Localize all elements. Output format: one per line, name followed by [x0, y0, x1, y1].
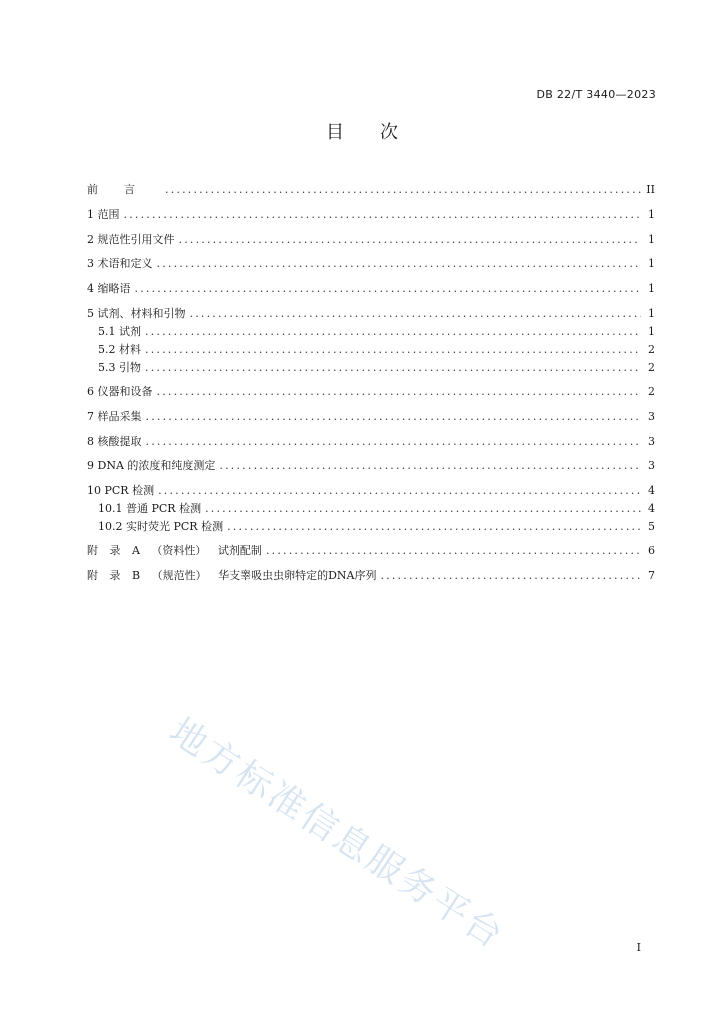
- toc-label: 7 样品采集: [87, 410, 142, 423]
- toc-label: 2 规范性引用文件: [87, 233, 175, 246]
- toc-page-number: 1: [648, 208, 655, 221]
- toc-label: 4 缩略语: [87, 282, 131, 295]
- toc-entry-conventional-pcr[interactable]: [98, 501, 655, 517]
- toc-leader-dots: [219, 458, 641, 474]
- page-title: 目次: [326, 122, 434, 143]
- standard-code: DB 22/T 3440—2023: [536, 88, 656, 101]
- toc-entry-nucleic-acid-extraction[interactable]: [87, 434, 655, 450]
- toc-leader-dots: [266, 543, 641, 559]
- toc-label: 1 范围: [87, 208, 120, 221]
- toc-entry-reagents-materials-primers[interactable]: [87, 306, 655, 322]
- toc-page-number: 6: [648, 544, 655, 557]
- toc-entry-real-time-pcr[interactable]: [98, 519, 655, 535]
- toc-entry-normative-references[interactable]: [87, 232, 655, 248]
- toc-entry-foreword[interactable]: [87, 182, 655, 198]
- toc-leader-dots: [165, 182, 641, 198]
- toc-leader-dots: [145, 342, 641, 358]
- toc-label: 8 核酸提取: [87, 435, 142, 448]
- toc-entry-abbreviations[interactable]: [87, 281, 655, 297]
- toc-leader-dots: [145, 360, 641, 376]
- toc-leader-dots: [157, 256, 642, 272]
- toc-label: 3 术语和定义: [87, 257, 153, 270]
- toc-label: 5.1 试剂: [98, 325, 141, 338]
- toc-entry-primers[interactable]: [98, 360, 655, 376]
- toc-page-number: 5: [648, 520, 655, 533]
- toc-label: 5.3 引物: [98, 361, 141, 374]
- toc-entry-appendix-b[interactable]: [87, 568, 655, 584]
- toc-page-number: 1: [648, 325, 655, 338]
- toc-page-number: II: [646, 183, 655, 196]
- watermark: 地方标准信息服务平台: [162, 710, 512, 958]
- toc-page-number: 1: [648, 257, 655, 270]
- toc-entry-instruments[interactable]: [87, 384, 655, 400]
- toc-label: 6 仪器和设备: [87, 385, 153, 398]
- toc-entry-scope[interactable]: [87, 207, 655, 223]
- toc-leader-dots: [380, 568, 641, 584]
- toc-leader-dots: [157, 384, 642, 400]
- toc-leader-dots: [145, 324, 641, 340]
- toc-leader-dots: [135, 281, 642, 297]
- toc-entry-materials[interactable]: [98, 342, 655, 358]
- toc-page-number: 1: [648, 233, 655, 246]
- toc-label: 5.2 材料: [98, 343, 141, 356]
- toc-label: 10.1 普通 PCR 检测: [98, 502, 202, 515]
- toc-entry-dna-concentration[interactable]: [87, 458, 655, 474]
- toc-page-number: 3: [648, 459, 655, 472]
- toc-entry-pcr-detection[interactable]: [87, 483, 655, 499]
- toc-entry-sample-collection[interactable]: [87, 409, 655, 425]
- toc-page-number: 1: [648, 282, 655, 295]
- toc-page-number: 4: [648, 484, 655, 497]
- toc-label: 9 DNA 的浓度和纯度测定: [87, 459, 216, 472]
- toc-entry-reagents[interactable]: [98, 324, 655, 340]
- toc-leader-dots: [124, 207, 642, 223]
- toc-leader-dots: [158, 483, 641, 499]
- toc-page-number: 2: [648, 343, 655, 356]
- toc-page-number: 4: [648, 502, 655, 515]
- toc-leader-dots: [179, 232, 642, 248]
- toc-leader-dots: [146, 434, 642, 450]
- toc-label: 附 录 A （资料性） 试剂配制: [87, 544, 262, 557]
- toc-leader-dots: [205, 501, 641, 517]
- toc-label: 附 录 B （规范性） 华支睾吸虫虫卵特定的DNA序列: [87, 569, 377, 582]
- toc-page-number: 3: [648, 410, 655, 423]
- toc-page-number: 3: [648, 435, 655, 448]
- toc-page-number: 7: [648, 569, 655, 582]
- toc-label: 10 PCR 检测: [87, 484, 155, 497]
- page-number: I: [636, 941, 641, 954]
- toc-leader-dots: [190, 306, 642, 322]
- toc-page-number: 2: [648, 385, 655, 398]
- toc-leader-dots: [227, 519, 641, 535]
- toc-page-number: 1: [648, 307, 655, 320]
- toc-label: 10.2 实时荧光 PCR 检测: [98, 520, 224, 533]
- toc-label: 5 试剂、材料和引物: [87, 307, 186, 320]
- toc-page-number: 2: [648, 361, 655, 374]
- toc-entry-terms[interactable]: [87, 256, 655, 272]
- toc-label: 前言: [87, 183, 161, 196]
- toc-entry-appendix-a[interactable]: [87, 543, 655, 559]
- toc-leader-dots: [146, 409, 642, 425]
